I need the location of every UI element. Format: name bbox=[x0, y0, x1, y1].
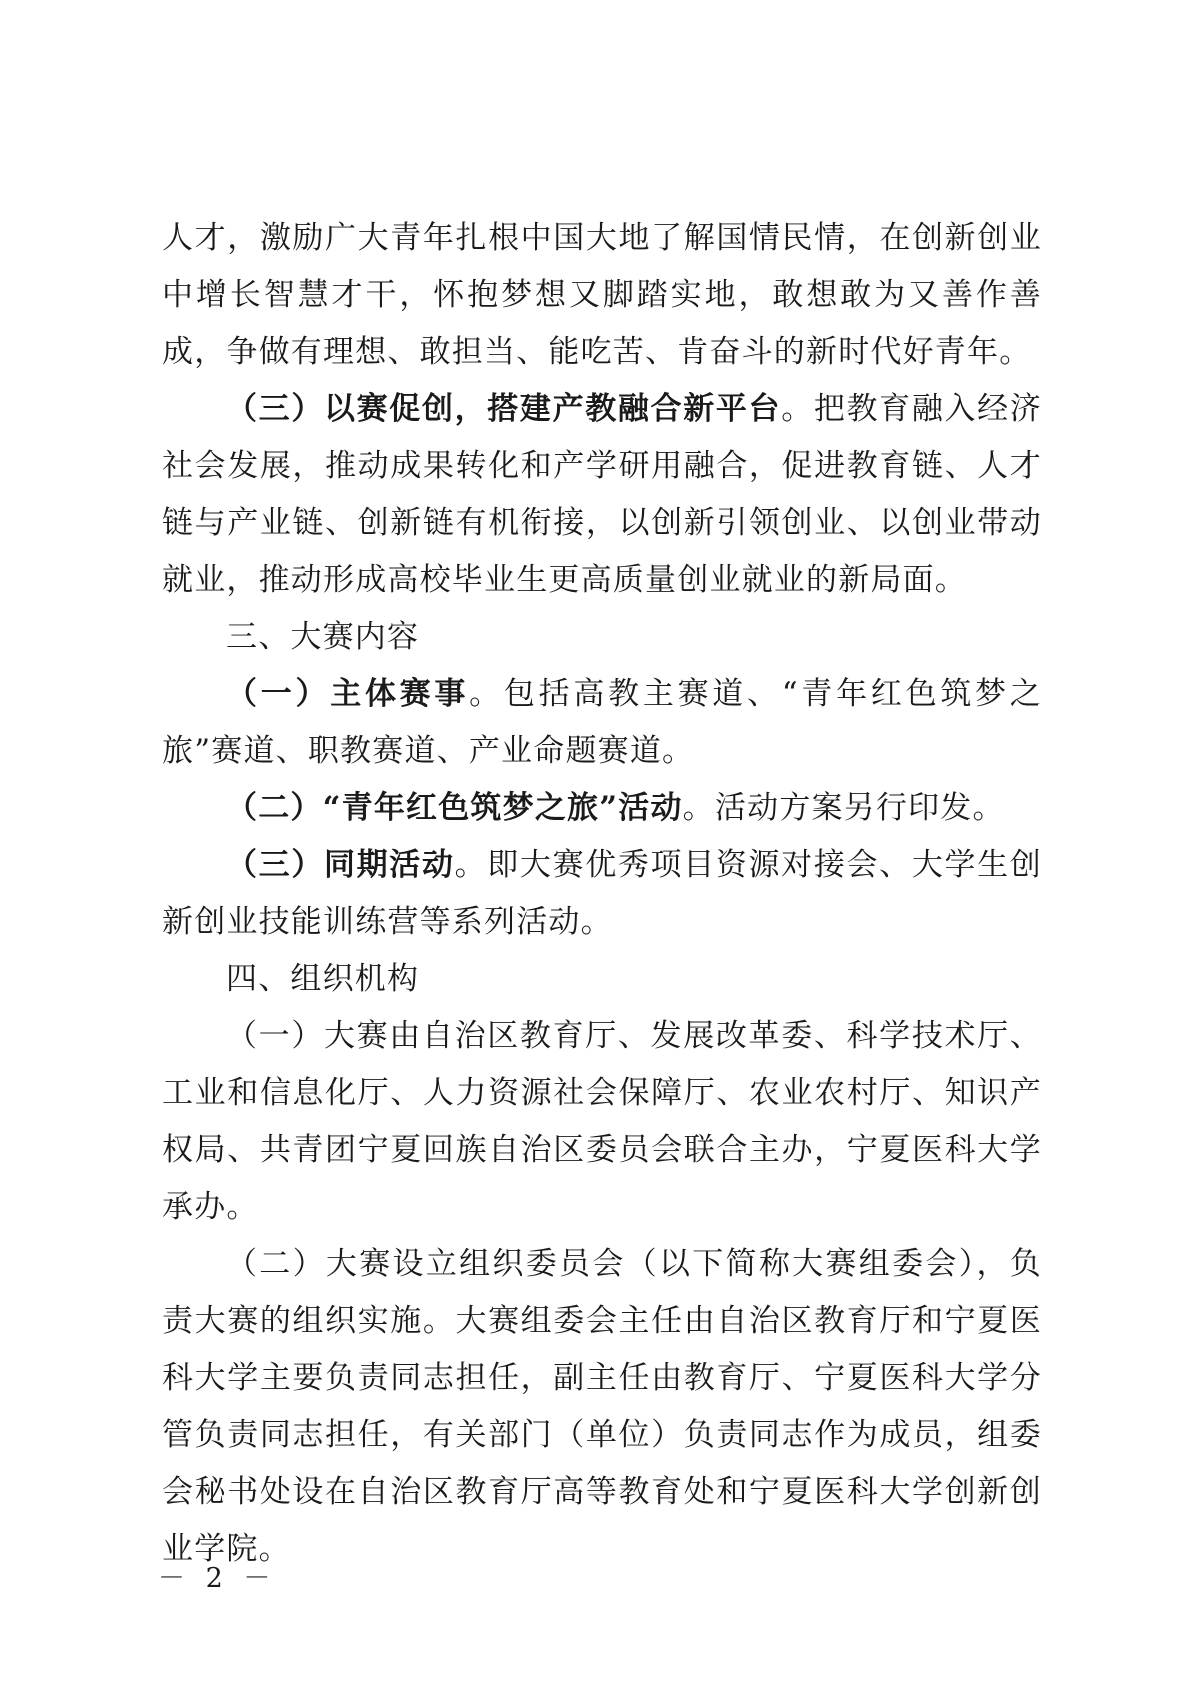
paragraph-text: 人才，激励广大青年扎根中国大地了解国情民情，在创新创业中增长智慧才干，怀抱梦想又脚踏实地，敢想敢为又善作善成，争做有理想、敢担当、能吃苦、肯奋斗的新时代好青年。 bbox=[162, 220, 1042, 370]
page-number: － 2 － bbox=[158, 1563, 277, 1594]
document-body bbox=[162, 210, 1042, 1578]
paragraph-lead-bold: （一）主体赛事 bbox=[226, 676, 470, 712]
section-heading-organization bbox=[162, 951, 1042, 1008]
section-heading-text: 三、大赛内容 bbox=[226, 619, 420, 655]
paragraph-organizers bbox=[162, 1008, 1042, 1236]
paragraph-text: （一）大赛由自治区教育厅、发展改革委、科学技术厅、工业和信息化厅、人力资源社会保障厅、农业农村厅、知识产权局、共青团宁夏回族自治区委员会联合主办，宁夏医科大学承办。 bbox=[162, 1018, 1042, 1225]
paragraph-lead-bold: （二）“青年红色筑梦之旅”活动 bbox=[226, 790, 683, 826]
paragraph-text: 。即大赛优秀项目资源对接会、大学生创新创业技能训练营等系列活动。 bbox=[162, 847, 1042, 940]
section-heading-text: 四、组织机构 bbox=[226, 961, 420, 997]
paragraph-main-events bbox=[162, 666, 1042, 780]
section-heading-contest-content bbox=[162, 609, 1042, 666]
paragraph-text: 。活动方案另行印发。 bbox=[682, 790, 1005, 826]
paragraph-text: （二）大赛设立组织委员会（以下简称大赛组委会），负责大赛的组织实施。大赛组委会主任由自治区教育厅和宁夏医科大学主要负责同志担任，副主任由教育厅、宁夏医科大学分管负责同志担任，有关部门（单位）负责同志作为成员，组委会秘书处设在自治区教育厅高等教育处和宁夏医科大学创新创业学院。 bbox=[162, 1246, 1042, 1567]
paragraph-lead-bold: （三）以赛促创，搭建产教融合新平台 bbox=[226, 391, 782, 427]
paragraph-organizing-committee bbox=[162, 1236, 1042, 1578]
paragraph-industry-education-platform bbox=[162, 381, 1042, 609]
paragraph-text: 。包括高教主赛道、“青年红色筑梦之旅”赛道、职教赛道、产业命题赛道。 bbox=[162, 676, 1042, 769]
paragraph-red-dream-journey bbox=[162, 780, 1042, 837]
paragraph-concurrent-activities bbox=[162, 837, 1042, 951]
paragraph-continuation bbox=[162, 210, 1042, 381]
paragraph-text: 。把教育融入经济社会发展，推动成果转化和产学研用融合，促进教育链、人才链与产业链、创新链有机衔接，以创新引领创业、以创业带动就业，推动形成高校毕业生更高质量创业就业的新局面。 bbox=[162, 391, 1042, 598]
paragraph-lead-bold: （三）同期活动 bbox=[226, 847, 455, 883]
